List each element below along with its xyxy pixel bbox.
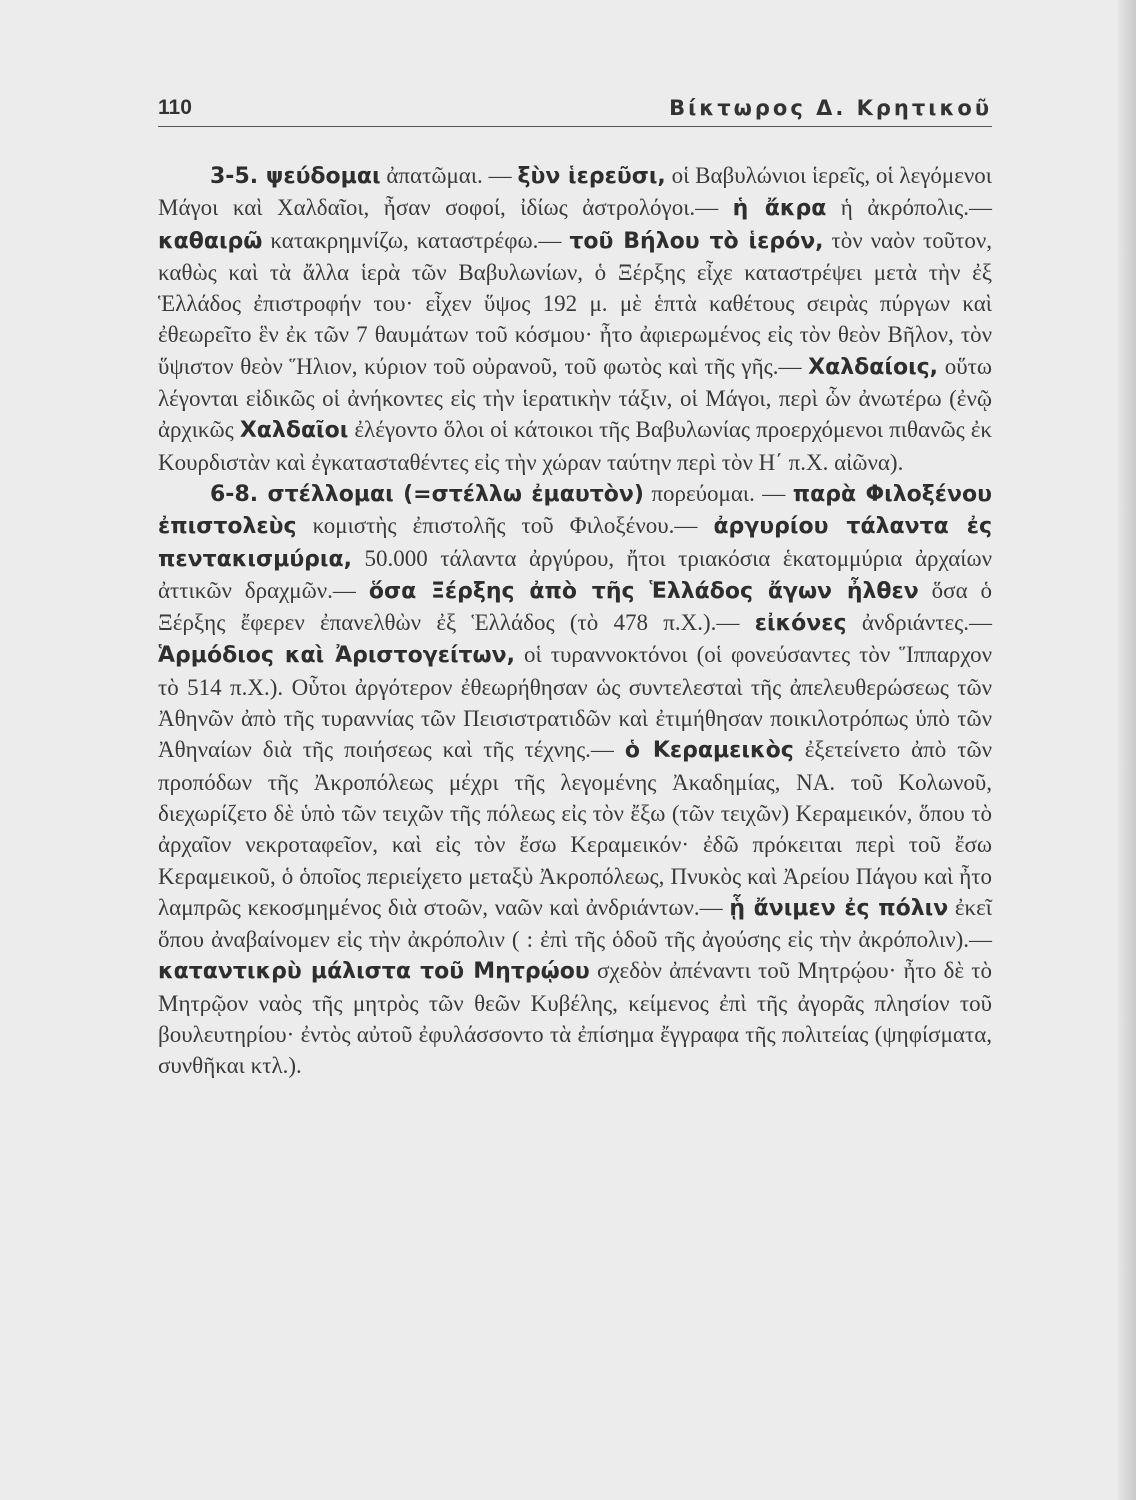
lemma: Χαλδαῖοι [239,418,349,444]
page-number: 110 [158,96,192,119]
running-head: Βίκτωρος Δ. Κρητικοῦ [669,96,992,120]
lemma: ψεύδομαι [258,164,381,189]
commentary-body [158,160,992,1082]
gloss-text: πορεύομαι. — [643,480,793,506]
lemma: ὅσα Ξέρξης ἀπὸ τῆς Ἑλλάδος ἄγων ἦλθεν [368,578,919,604]
commentary-paragraph-6-8 [158,478,992,1082]
line-reference: 6-8. [210,481,259,507]
lemma: ξὺν ἱερεῦσι, [517,164,666,189]
lemma: Ἁρμόδιος καὶ Ἀριστογείτων, [158,643,516,669]
lemma: ἡ ἄκρα [732,196,827,222]
line-reference: 3-5. [210,164,259,189]
gloss-text: ἀπατῶμαι. — [380,163,518,188]
gloss-text: οὕτω λέγονται εἰδικῶς οἱ ἀνήκοντες εἰς τὴν ἱερατικὴν τάξιν, οἱ Μάγοι, περὶ ὧν ἀνωτέρω (ἐνῷ ἀρχικῶς [158,353,992,443]
gloss-text: ἐλέγοντο ὅλοι οἱ κάτοικοι τῆς Βαβυλωνίας προερχόμενοι πιθανῶς ἐκ Κουρδιστὰν καὶ ἐγκατασταθέντες εἰς τὴν χώραν ταύτην περὶ τὸν Η΄ π.Χ. αἰῶνα). [158,417,992,475]
lemma: στέλλομαι (=στέλλω ἐμαυτὸν) [258,481,644,507]
gloss-text: οἱ τυραννοκτόνοι (οἱ φονεύσαντες τὸν Ἵππαρχον τὸ 514 π.Χ.). Οὗτοι ἀργότερον ἐθεωρήθησαν ὡς συντελεσταὶ τῆς ἀπελευθερώσεως τῶν Ἀθηνῶν ἀπὸ τῆς τυραννίας τῶν Πεισιστρατιδῶν καὶ ἐτιμήθησαν ποικιλοτρόπως ὑπὸ τῶν Ἀθηναίων διὰ τῆς ποιήσεως καὶ τῆς τέχνης.— [158,642,992,763]
gloss-text: τὸν ναὸν τοῦτον, καθὼς καὶ τὰ ἄλλα ἱερὰ τῶν Βαβυλωνίων, ὁ Ξέρξης εἶχε καταστρέψει μετὰ τὴν ἐξ Ἑλλάδος ἐπιστροφήν του· εἶχεν ὕψος 192 μ. μὲ ἑπτὰ καθέτους σειρὰς πύργων καὶ ἐθεωρεῖτο ἓν ἐκ τῶν 7 θαυμάτων τοῦ κόσμου· ἦτο ἀφιερωμένος εἰς τὸν θεὸν Βῆλον, τὸν ὕψιστον θεὸν Ἥλιον, κύριον τοῦ οὐρανοῦ, τοῦ φωτὸς καὶ τῆς γῆς.— [158,227,992,379]
gloss-text: ἀνδριάντες.— [846,610,992,636]
gloss-text: σχεδὸν ἀπέναντι τοῦ Μητρῴου· ἦτο δὲ τὸ Μητρῷον ναὸς τῆς μητρὸς τῶν θεῶν Κυβέλης, κείμενος ἐπὶ τῆς ἀγορᾶς πλησίον τοῦ βουλευτηρίου· ἐντὸς αὐτοῦ ἐφυλάσσοντο τὰ ἐπίσημα ἔγγραφα τῆς πολιτείας (ψηφίσματα, συνθῆκαι κτλ.). [158,958,992,1079]
lemma: εἰκόνες [754,611,847,637]
lemma: καταντικρὺ μάλιστα τοῦ Μητρῴου [158,959,590,985]
lemma: ᾗ ἄνιμεν ἐς πόλιν [729,895,949,921]
gloss-text: κομιστὴς ἐπιστολῆς τοῦ Φιλοξένου.— [296,513,714,539]
lemma: παρὰ Φιλοξένου ἐπιστολεὺς [158,481,992,540]
gloss-text: ὅσα ὁ Ξέρξης ἔφερεν ἐπανελθὼν ἐξ Ἑλλάδος (τὸ 478 π.Χ.).— [158,577,993,636]
gloss-text: ἐκεῖ ὅπου ἀναβαίνομεν εἰς τὴν ἀκρόπολιν ( : ἐπὶ τῆς ὁδοῦ τῆς ἀγούσης εἰς τὴν ἀκρόπολιν).— [158,894,992,953]
lemma: τοῦ Βήλου τὸ ἱερόν, [569,228,824,254]
lemma: Χαλδαίοις, [808,354,939,380]
page-header [158,92,992,127]
gloss-text: οἱ Βαβυλώνιοι ἱερεῖς, οἱ λεγόμενοι Μάγοι καὶ Χαλδαῖοι, ἦσαν σοφοί, ἰδίως ἀστρολόγοι.— [158,163,992,221]
gloss-text: ἡ ἀκρόπολις.— [826,195,992,221]
page-edge-shadow [1118,0,1136,1500]
gloss-text: κατακρημνίζω, καταστρέφω.— [262,227,570,253]
lemma: ἀργυρίου τάλαντα ἐς πεντακισμύρια, [158,514,993,572]
lemma: ὁ Κεραμεικὸς [624,738,794,764]
gloss-text: 50.000 τάλαντα ἀργύρου, ἤτοι τριακόσια ἑκατομμύρια ἀρχαίων ἀττικῶν δραχμῶν.— [158,545,992,603]
lemma: καθαιρῶ [158,228,263,254]
gloss-text: ἐξετείνετο ἀπὸ τῶν προπόδων τῆς Ἀκροπόλεως μέχρι τῆς λεγομένης Ἀκαδημίας, ΝΑ. τοῦ Κολωνοῦ, διεχωρίζετο δὲ ὑπὸ τῶν τειχῶν τῆς πόλεως εἰς τὸν ἔξω (τῶν τειχῶν) Κεραμεικόν, ὅπου τὸ ἀρχαῖον νεκροταφεῖον, καὶ εἰς τὸν ἔσω Κεραμεικόν· ἐδῶ πρόκειται περὶ τοῦ ἔσω Κεραμεικοῦ, ὁ ὁποῖος περιείχετο μεταξὺ Ἀκροπόλεως, Πνυκὸς καὶ Ἀρείου Πάγου καὶ ἦτο λαμπρῶς κεκοσμημένος διὰ στοῶν, ναῶν καὶ ἀνδριάντων.— [158,737,992,920]
commentary-paragraph-3-5 [158,160,992,478]
